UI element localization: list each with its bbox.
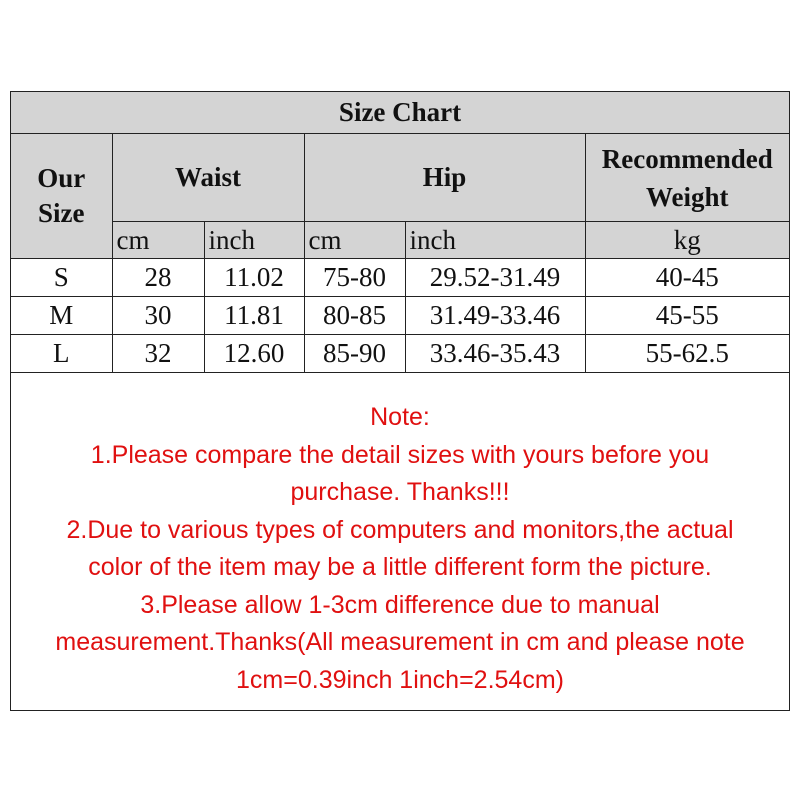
cell-weight: 45-55 — [585, 297, 789, 335]
header-our-size — [11, 134, 112, 259]
size-table — [11, 92, 789, 373]
note-line: 3.Please allow 1-3cm difference due to manual — [140, 590, 660, 619]
cell-waist-cm: 30 — [112, 297, 204, 335]
header-our-size-label: Our Size — [37, 163, 86, 228]
note-line: 1.Please compare the detail sizes with yours before you — [90, 440, 710, 469]
cell-hip-inch: 29.52-31.49 — [405, 259, 585, 297]
cell-hip-inch: 31.49-33.46 — [405, 297, 585, 335]
cell-weight: 55-62.5 — [585, 335, 789, 373]
cell-waist-inch: 11.81 — [204, 297, 304, 335]
cell-size: L — [11, 335, 112, 373]
cell-hip-cm: 75-80 — [304, 259, 405, 297]
table-row — [11, 297, 789, 335]
cell-hip-cm: 80-85 — [304, 297, 405, 335]
note-line: 2.Due to various types of computers and monitors,the actual — [66, 515, 734, 544]
cell-waist-inch: 11.02 — [204, 259, 304, 297]
note-line: color of the item may be a little different form the picture. — [88, 553, 712, 581]
note-line: purchase. Thanks!!! — [290, 478, 510, 506]
header-waist: Waist — [112, 134, 304, 222]
cell-hip-inch: 33.46-35.43 — [405, 335, 585, 373]
header-hip: Hip — [304, 134, 585, 222]
table-title: Size Chart — [11, 92, 789, 134]
note-heading: Note: — [370, 403, 430, 431]
note-line: 1cm=0.39inch 1inch=2.54cm) — [236, 665, 564, 694]
header-recommended-weight: Recommended Weight — [585, 134, 789, 222]
cell-waist-cm: 28 — [112, 259, 204, 297]
cell-hip-cm: 85-90 — [304, 335, 405, 373]
unit-waist-inch: inch — [204, 222, 304, 259]
unit-hip-cm: cm — [304, 222, 405, 259]
note-line: measurement.Thanks(All measurement in cm and please note — [55, 628, 745, 656]
size-chart — [10, 91, 790, 711]
cell-size: S — [11, 259, 112, 297]
table-row — [11, 259, 789, 297]
cell-waist-cm: 32 — [112, 335, 204, 373]
unit-weight-kg: kg — [585, 222, 789, 259]
notes-section — [11, 392, 789, 699]
unit-waist-cm: cm — [112, 222, 204, 259]
table-row — [11, 335, 789, 373]
unit-hip-inch: inch — [405, 222, 585, 259]
cell-size: M — [11, 297, 112, 335]
cell-waist-inch: 12.60 — [204, 335, 304, 373]
cell-weight: 40-45 — [585, 259, 789, 297]
